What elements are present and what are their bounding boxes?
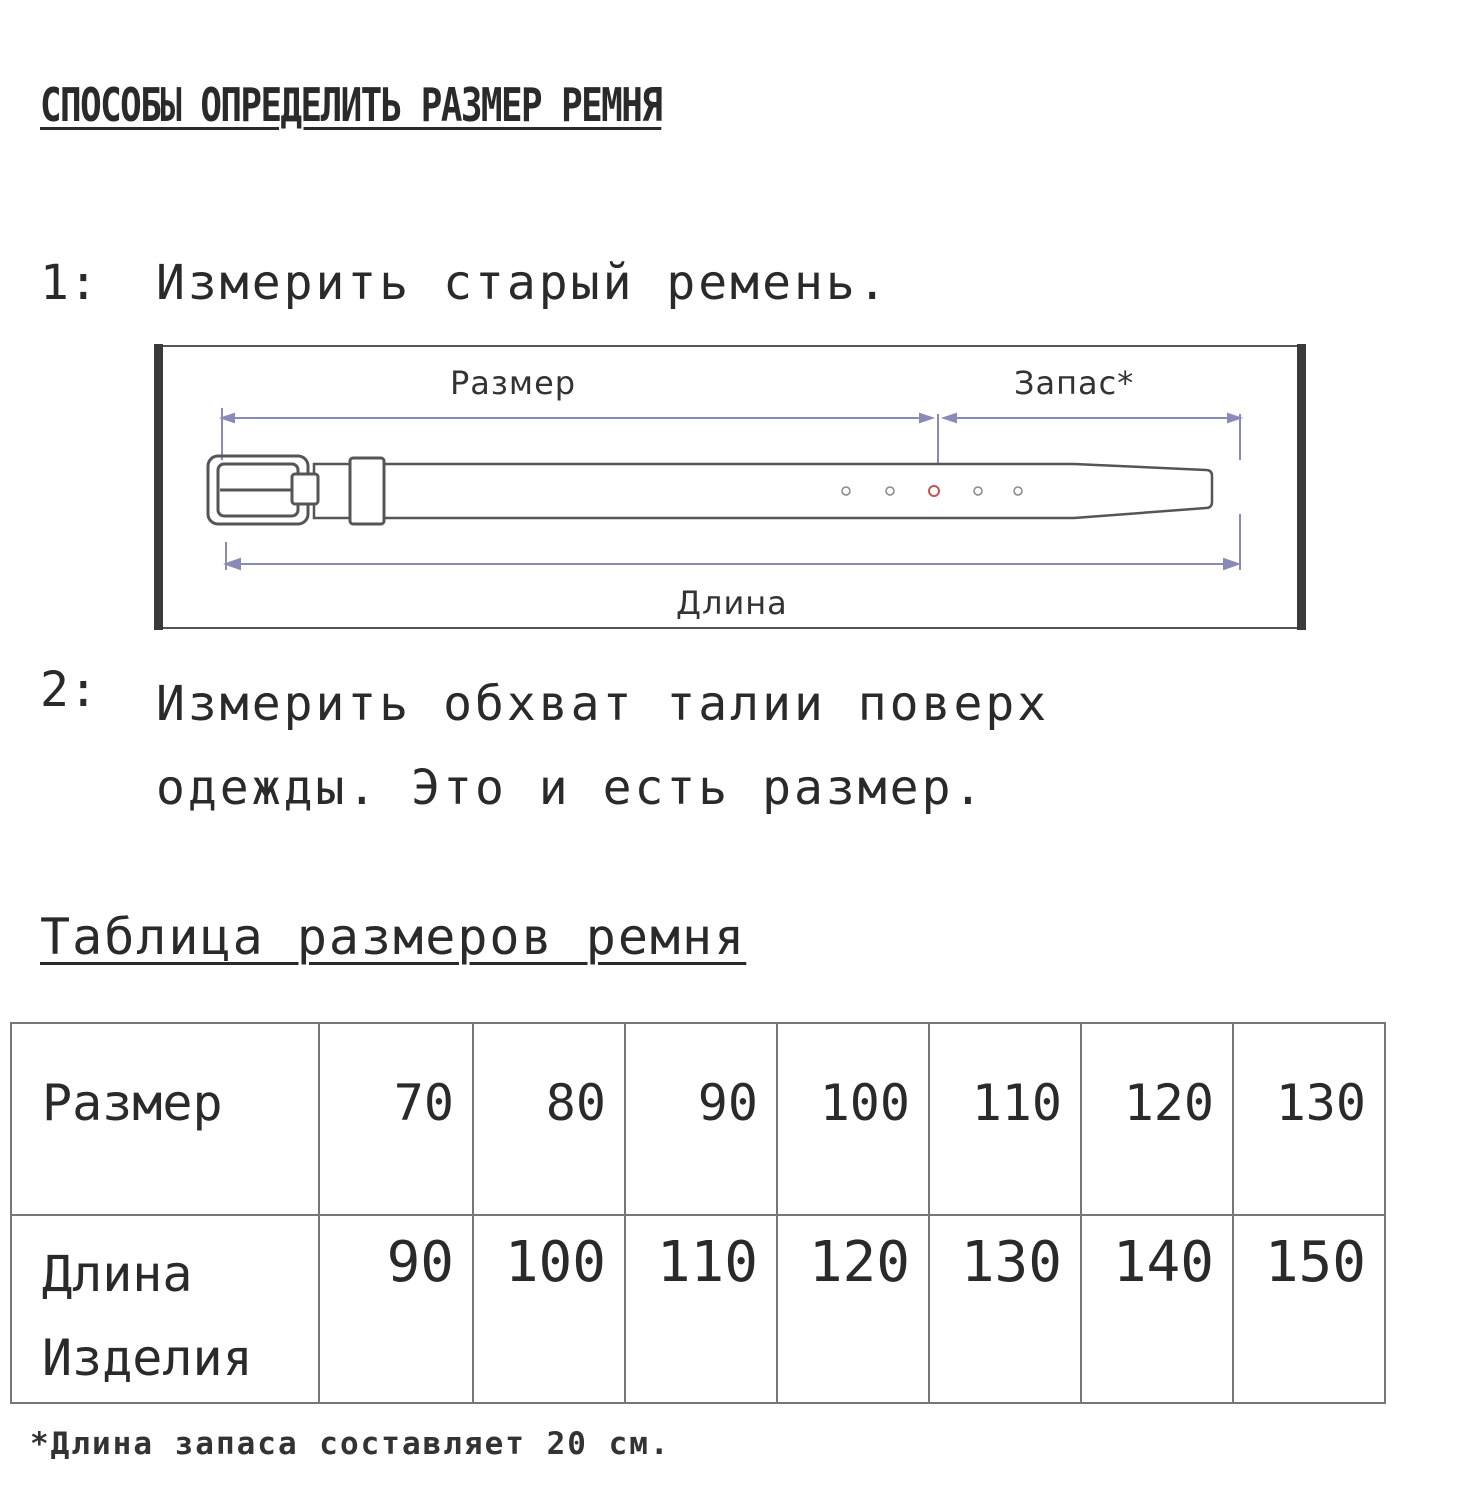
- size-cell: 100: [777, 1023, 929, 1215]
- size-cell: 80: [473, 1023, 625, 1215]
- size-cell: 70: [319, 1023, 473, 1215]
- row-header-length-line-1: Длина: [42, 1245, 193, 1303]
- length-cell: 110: [625, 1215, 777, 1403]
- row-header-size: Размер: [11, 1023, 319, 1215]
- length-cell: 90: [319, 1215, 473, 1403]
- size-cell: 130: [1233, 1023, 1385, 1215]
- size-dimension-line: [222, 408, 932, 460]
- page-title: СПОСОБЫ ОПРЕДЕЛИТЬ РАЗМЕР РЕМНЯ: [40, 78, 662, 132]
- step-2-line-1: Измерить обхват талии поверх: [156, 676, 1050, 732]
- frame-left-bar: [154, 344, 163, 630]
- length-cell: 140: [1081, 1215, 1233, 1403]
- length-cell: 130: [929, 1215, 1081, 1403]
- reserve-label: Запас*: [1014, 364, 1135, 402]
- size-table: [10, 1022, 1386, 1404]
- length-cell: 120: [777, 1215, 929, 1403]
- size-cell: 110: [929, 1023, 1081, 1215]
- size-cell: 120: [1081, 1023, 1233, 1215]
- footnote: *Длина запаса составляет 20 см.: [30, 1426, 671, 1462]
- step-2-text: [156, 662, 1049, 830]
- length-cell: 100: [473, 1215, 625, 1403]
- table-row-size: [11, 1023, 1385, 1215]
- belt-diagram: [154, 342, 1306, 630]
- size-label: Размер: [450, 364, 577, 402]
- belt-strap: [314, 464, 1212, 518]
- table-row-length: [11, 1215, 1385, 1403]
- step-2-line-2: одежды. Это и есть размер.: [156, 760, 986, 816]
- step-2-number: 2:: [40, 662, 98, 718]
- length-cell: 150: [1233, 1215, 1385, 1403]
- table-title: Таблица размеров ремня: [40, 908, 747, 966]
- row-header-length-line-2: Изделия: [42, 1329, 253, 1387]
- row-header-length: [11, 1215, 319, 1403]
- length-label: Длина: [676, 584, 788, 622]
- step-1-text: Измерить старый ремень.: [156, 255, 890, 311]
- belt-buckle-icon: [208, 456, 318, 524]
- step-1-number: 1:: [40, 255, 98, 311]
- size-cell: 90: [625, 1023, 777, 1215]
- frame-right-bar: [1297, 344, 1306, 630]
- belt-keeper: [350, 458, 384, 524]
